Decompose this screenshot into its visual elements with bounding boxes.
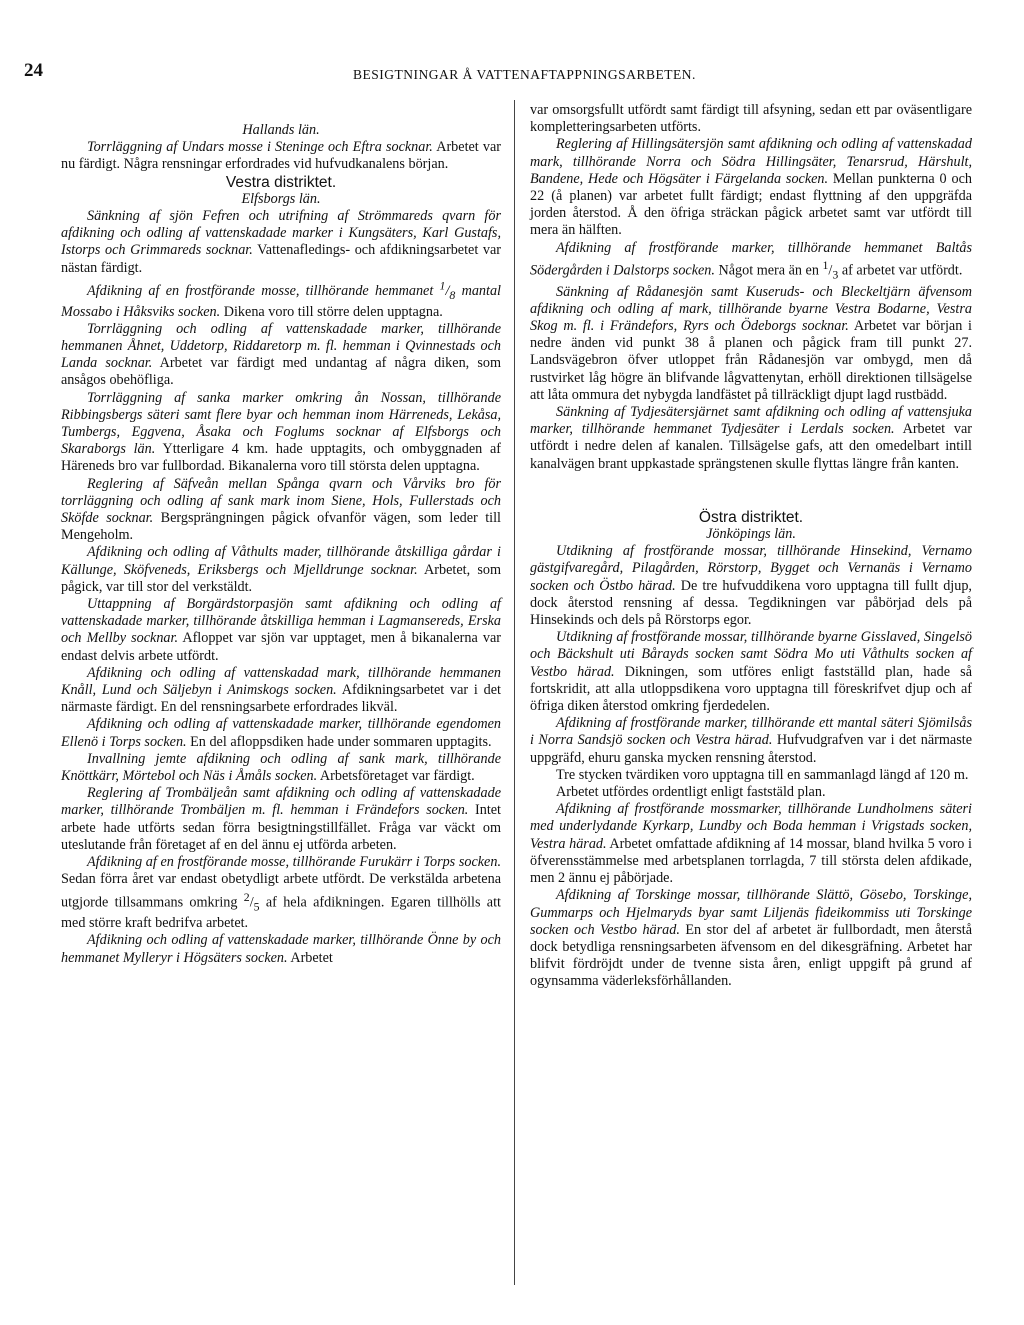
paragraph: Torrläggning af sanka marker omkring ån Nossan, tillhörande Ribbingsbergs säteri samt flere byar och hemman inom Härreneds, Lekåsa, Tumbergs, Eggvena, Åsaka och Foglums socknar af Elfsborgs och Skaraborgs län. Ytterligare 4 km. hade upptagits, och ombyggnaden af Häreneds bro var fullbordad. Bikanalerna voro till största delen upptagna.	[61, 389, 501, 475]
paragraph-continued: var omsorgsfullt utfördt samt färdigt till afsyning, sedan ett par oväsentligare kompletteringsarbeten utförts.	[530, 102, 972, 136]
paragraph: Afdikning af en frostförande mosse, tillhörande Furukärr i Torps socken. Sedan förra året var endast obetydligt arbete utfördt. De verkstälda arbetena utgjorde tillsammans omkring $^2/_5$ af hela afdikningen. Egaren tillhölls att med större kraft bedrifva arbetet.	[61, 854, 501, 932]
paragraph: Afdikning och odling af vattenskadade marker, tillhörande Önne by och hemmanet Mylleryr i Högsäters socken. Arbetet	[61, 932, 501, 966]
left-column	[61, 102, 501, 967]
paragraph: Sänkning af sjön Fefren och utrifning af Strömmareds qvarn för afdikning och odling af vattenskadade marker i Kungsäters, Karl Gustafs, Istorps och Grimmareds socknar. Vattenafledings- och afdikningsarbetet var nästan färdigt.	[61, 208, 501, 276]
paragraph: Arbetet utfördes ordentligt enligt faststäld plan.	[556, 784, 826, 801]
county-heading-halland: Hallands län.	[242, 122, 320, 138]
county-heading-jonkoping: Jönköpings län.	[706, 526, 796, 543]
paragraph: Torrläggning och odling af vattenskadade marker, tillhörande hemmanen Åhnet, Uddetorp, Riddaretorp m. fl. hemman i Qvinnestads och Landa socknar. Arbetet var färdigt med undantag af några diken, som ansågos obehöfliga.	[61, 320, 502, 389]
paragraph: Afdikning af frostförande mossmarker, tillhörande Lundholmens säteri med underlydande Kyrkarp, Lundby och Boda hemman i Vrigstads socken, Vestra härad. Arbetet omfattade afdikning af 14 mossar, bland hvilka 5 voro i öfverensstämmelse med arbetsplanen torrlagda, 7 till största delen afdikade, men 2 ännu ej påbörjade.	[530, 801, 972, 887]
paragraph: Reglering af Hillingsätersjön samt afdikning och odling af vattenskadad mark, tillhörande Norra och Södra Hillingsäter, Tenarsrud, Härshult, Bandene, Hede och Högsäter i Färgelanda socken. Mellan punkterna 0 och 22 (å planen) var arbetet fullt färdigt; endast flyttning af den uppgräfda jorden återstod. Å den öfriga sträckan pågick arbetet samt var utfördt till mera än hälften.	[530, 136, 972, 239]
paragraph: Utdikning af frostförande mossar, tillhörande byarne Gisslaved, Singelsö och Bäckshult uti Bårayds socken samt Södra Mo uti Våthults socken af Vestbo härad. Dikningen, som utföres enligt fastställd plan, hade så fortskridit, att alla utloppsdikena voro upptagna till föreskrifvet djup och af öfriga diken återstod omkring fjerdedelen.	[530, 629, 972, 715]
district-heading-ostra: Östra distriktet.	[698, 508, 804, 526]
paragraph: Afdikning och odling af Våthults mader, tillhörande åtskilliga gårdar i Källunge, Sköfveneds, Eriksbergs och Mjelldrunge socknar. Arbetet, som pågick, var till stor del verkstäldt.	[61, 544, 501, 595]
paragraph: Afdikning af en frostförande mosse, tillhörande hemmanet $^1/_8$ mantal Mossabo i Håksviks socken. Dikena voro till större delen upptagna.	[61, 277, 501, 320]
paragraph: Afdikning och odling af vattenskadad mark, tillhörande hemmanen Knåll, Lund och Säljebyn i Animskogs socken. Afdikningsarbetet var i det närmaste färdigt. En del rensningsarbete erfordrades likväl.	[61, 664, 501, 716]
running-header: BESIGTNINGAR Å VATTENAFTAPPNINGSARBETEN.	[353, 67, 696, 82]
paragraph: Reglering af Säfveån mellan Spånga qvarn och Vårviks bro för torrläggning och odling af sank mark inom Siene, Hols, Fullerstads och Sköfde socknar. Bergsprängningen pågick ofvanför vägen, som leder till Mengeholm.	[61, 475, 501, 544]
paragraph: Afdikning af Torskinge mossar, tillhörande Slättö, Gösebo, Torskinge, Gummarps och Hjelmaryds byar samt Liljenäs fideikommiss uti Torskinge socken och Vestbo härad. En stor del af arbetet är fullbordadt, men återstå dock betydliga rensningsarbeten äfvensom en del dikesgräfning. Arbetet har blifvit fördröjdt under de tvenne sista åren, enligt uppgift på grund af ogynsamma väderleksförhållanden.	[530, 887, 972, 990]
column-divider	[514, 100, 515, 1285]
page-number: 24	[24, 60, 43, 81]
paragraph: Utdikning af frostförande mossar, tillhörande Hinsekind, Vernamo gästgifvaregård, Pilagården, Rörstorp, Bygget och Vernanäs i Vernamo socken och Östbo härad. De tre hufvuddikena voro upptagna till fullt djup, dock återstod rensning af dessa. Tegdikningen var påbörjad dels på Hinsekinds och dels på Rörstorps egor.	[530, 543, 972, 629]
paragraph: Sänkning af Tydjesätersjärnet samt afdikning och odling af vattensjuka marker, tillhörande hemmanet Tydjesäter i Lerdals socken. Arbetet var utfördt i nedre delen af kanalen. Tillsägelse gafs, att den omedelbart intill kanalvägen brant uppkastade sprängstenen skulle flyttas längre från kanten.	[530, 404, 972, 472]
paragraph: Sänkning af Rådanesjön samt Kuseruds- och Bleckeltjärn äfvensom afdikning och odling af mark, tillhörande byarne Vestra Bodarne, Vestra Skog m. fl. i Frändefors, Ryrs och Ödeborgs socknar. Arbetet var början i nedre änden vid punkt 38 å planen och pågick fram till punkt 27. Landsvägebron öfver utloppet från Rådanesjön var ombygd, men då rustvirket låg högre än blifvande lågvattenytan, erhöll direktionen tillsägelse att låta ommura det nybygda landfästet på tillräckligt djupt lagd rustbädd.	[530, 283, 972, 403]
paragraph: Reglering af Trombäljeån samt afdikning och odling af vattenskadade marker, tillhörande Trombäljen m. fl. hemman i Frändefors socken. Intet arbete hade utförts sedan förra besigtningstillfället. Fråga var väckt om uteslutande från företaget af en del ännu ej utförda arbeten.	[61, 785, 501, 853]
paragraph: Afdikning af frostförande marker, tillhörande ett mantal säteri Sjömilsås i Norra Sandsjö socken och Vestra härad. Hufvudgrafven var i det närmaste uppgräfd, ehuru ganska mycken rensning återstod.	[530, 715, 972, 766]
paragraph: Afdikning af frostförande marker, tillhörande hemmanet Baltås Södergården i Dalstorps socken. Något mera än en $^1/_3$ af arbetet var utfördt.	[530, 239, 972, 282]
paragraph: Torrläggning af Undars mosse i Steninge och Eftra socknar. Arbetet var nu färdigt. Några rensningar erfordrades vid hufvudkanalens början.	[61, 139, 501, 173]
paragraph: Invallning jemte afdikning och odling af sank mark, tillhörande Knöttkärr, Mörtebol och Näs i Åmåls socken. Arbetsföretaget var färdigt.	[61, 750, 501, 785]
paragraph: Afdikning och odling af vattenskadade marker, tillhörande egendomen Ellenö i Torps socken. En del afloppsdiken hade under sommaren upptagits.	[61, 716, 501, 750]
county-heading-elfsborg: Elfsborgs län.	[241, 190, 321, 207]
district-heading-vestra: Vestra distriktet.	[225, 173, 337, 191]
paragraph: Tre stycken tvärdiken voro upptagna till en sammanlagd längd af 120 m.	[556, 766, 969, 783]
paragraph: Uttappning af Borgärdstorpasjön samt afdikning och odling af vattenskadade marker, tillhörande åtskilliga hemman i Lagmansereds, Erska och Mellby socknar. Afloppet var sjön var upptaget, men å bikanalerna var endast delvis arbete utfördt.	[61, 596, 501, 664]
right-column	[530, 102, 972, 991]
